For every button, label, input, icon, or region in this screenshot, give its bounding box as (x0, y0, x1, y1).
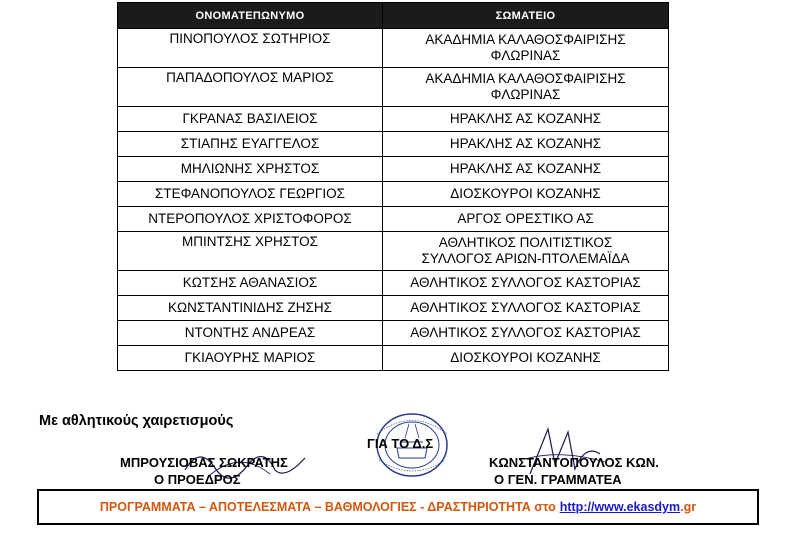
referee-name: ΚΩΤΣΗΣ ΑΘΑΝΑΣΙΟΣ (118, 271, 383, 296)
table-row (118, 271, 669, 296)
table-row (118, 68, 669, 107)
secretary-name: ΚΩΝΣΤΑΝΤΟΠΟΥΛΟΣ ΚΩΝ. (489, 455, 659, 470)
secretary-signature (520, 424, 610, 479)
header-name: ΟΝΟΜΑΤΕΠΩΝΥΜΟ (118, 3, 383, 29)
club-cell (383, 232, 669, 271)
referee-name: ΠΙΝΟΠΟΥΛΟΣ ΣΩΤΗΡΙΟΣ (118, 29, 383, 68)
club-name-line: ΔΙΟΣΚΟΥΡΟΙ ΚΟΖΑΝΗΣ (450, 350, 601, 365)
club-cell (383, 68, 669, 107)
club-name-line: ΦΛΩΡΙΝΑΣ (490, 48, 561, 63)
table-row (118, 182, 669, 207)
table-row (118, 107, 669, 132)
referee-name: ΓΚΙΑΟΥΡΗΣ ΜΑΡΙΟΣ (118, 346, 383, 371)
referee-name: ΜΠΙΝΤΣΗΣ ΧΡΗΣΤΟΣ (118, 232, 383, 271)
club-name-line: ΗΡΑΚΛΗΣ ΑΣ ΚΟΖΑΝΗΣ (449, 161, 602, 176)
footer-link-suffix: .gr (680, 500, 697, 514)
header-club: ΣΩΜΑΤΕΙΟ (383, 3, 669, 29)
club-cell (383, 207, 669, 232)
table-row (118, 207, 669, 232)
president-name: ΜΠΡΟΥΣΙΟΒΑΣ ΣΩΚΡΑΤΗΣ (120, 455, 288, 470)
club-cell (383, 182, 669, 207)
club-name-line: ΑΘΛΗΤΙΚΟΣ ΠΟΛΙΤΙΣΤΙΚΟΣ (438, 235, 613, 250)
table-header-row (118, 3, 669, 29)
club-name-line: ΑΚΑΔΗΜΙΑ ΚΑΛΑΘΟΣΦΑΙΡΙΣΗΣ (425, 71, 626, 86)
table-row (118, 232, 669, 271)
referee-name: ΠΑΠΑΔΟΠΟΥΛΟΣ ΜΑΡΙΟΣ (118, 68, 383, 107)
president-role: Ο ΠΡΟΕΔΡΟΣ (154, 472, 241, 487)
club-name-line: ΑΘΛΗΤΙΚΟΣ ΣΥΛΛΟΓΟΣ ΚΑΣΤΟΡΙΑΣ (410, 300, 641, 315)
club-cell (383, 321, 669, 346)
referee-name: ΝΤΕΡΟΠΟΥΛΟΣ ΧΡΙΣΤΟΦΟΡΟΣ (118, 207, 383, 232)
club-cell (383, 107, 669, 132)
referee-name: ΝΤΟΝΤΗΣ ΑΝΔΡΕΑΣ (118, 321, 383, 346)
referee-name: ΚΩΝΣΤΑΝΤΙΝΙΔΗΣ ΖΗΣΗΣ (118, 296, 383, 321)
club-cell (383, 29, 669, 68)
table-row (118, 321, 669, 346)
for-board-label: ΓΙΑ ΤΟ Δ.Σ (367, 436, 434, 451)
club-name-line: ΗΡΑΚΛΗΣ ΑΣ ΚΟΖΑΝΗΣ (449, 136, 602, 151)
club-name-line: ΔΙΟΣΚΟΥΡΟΙ ΚΟΖΑΝΗΣ (450, 186, 601, 201)
club-cell (383, 346, 669, 371)
club-cell (383, 157, 669, 182)
club-name-line: ΣΥΛΛΟΓΟΣ ΑΡΙΩΝ-ΠΤΟΛΕΜΑΪΔΑ (421, 251, 630, 266)
club-name-line: ΑΘΛΗΤΙΚΟΣ ΣΥΛΛΟΓΟΣ ΚΑΣΤΟΡΙΑΣ (410, 325, 641, 340)
footer-link[interactable]: http://www.ekasdym (559, 500, 681, 514)
footer-banner (37, 489, 759, 525)
referee-name: ΓΚΡΑΝΑΣ ΒΑΣΙΛΕΙΟΣ (118, 107, 383, 132)
table-row (118, 29, 669, 68)
club-cell (383, 271, 669, 296)
club-name-line: ΑΡΓΟΣ ΟΡΕΣΤΙΚΟ ΑΣ (457, 211, 594, 226)
table-row (118, 296, 669, 321)
club-name-line: ΦΛΩΡΙΝΑΣ (490, 87, 561, 102)
secretary-role: Ο ΓΕΝ. ΓΡΑΜΜΑΤΕΑ (494, 472, 622, 487)
club-name-line: ΑΚΑΔΗΜΙΑ ΚΑΛΑΘΟΣΦΑΙΡΙΣΗΣ (425, 32, 626, 47)
table-row (118, 132, 669, 157)
referee-name: ΣΤΕΦΑΝΟΠΟΥΛΟΣ ΓΕΩΡΓΙΟΣ (118, 182, 383, 207)
club-name-line: ΑΘΛΗΤΙΚΟΣ ΣΥΛΛΟΓΟΣ ΚΑΣΤΟΡΙΑΣ (410, 275, 641, 290)
footer-text: ΠΡΟΓΡΑΜΜΑΤΑ – ΑΠΟΤΕΛΕΣΜΑΤΑ – ΒΑΘΜΟΛΟΓΙΕΣ - ΔΡΑΣΤΗΡΙΟΤΗΤΑ στο (99, 500, 556, 514)
club-name-line: ΗΡΑΚΛΗΣ ΑΣ ΚΟΖΑΝΗΣ (449, 111, 602, 126)
club-cell (383, 132, 669, 157)
referees-table (117, 2, 669, 371)
greeting: Με αθλητικούς χαιρετισμούς (39, 413, 234, 429)
referee-name: ΜΗΛΙΩΝΗΣ ΧΡΗΣΤΟΣ (118, 157, 383, 182)
club-cell (383, 296, 669, 321)
table-row (118, 157, 669, 182)
referee-name: ΣΤΙΑΠΗΣ ΕΥΑΓΓΕΛΟΣ (118, 132, 383, 157)
table-row (118, 346, 669, 371)
